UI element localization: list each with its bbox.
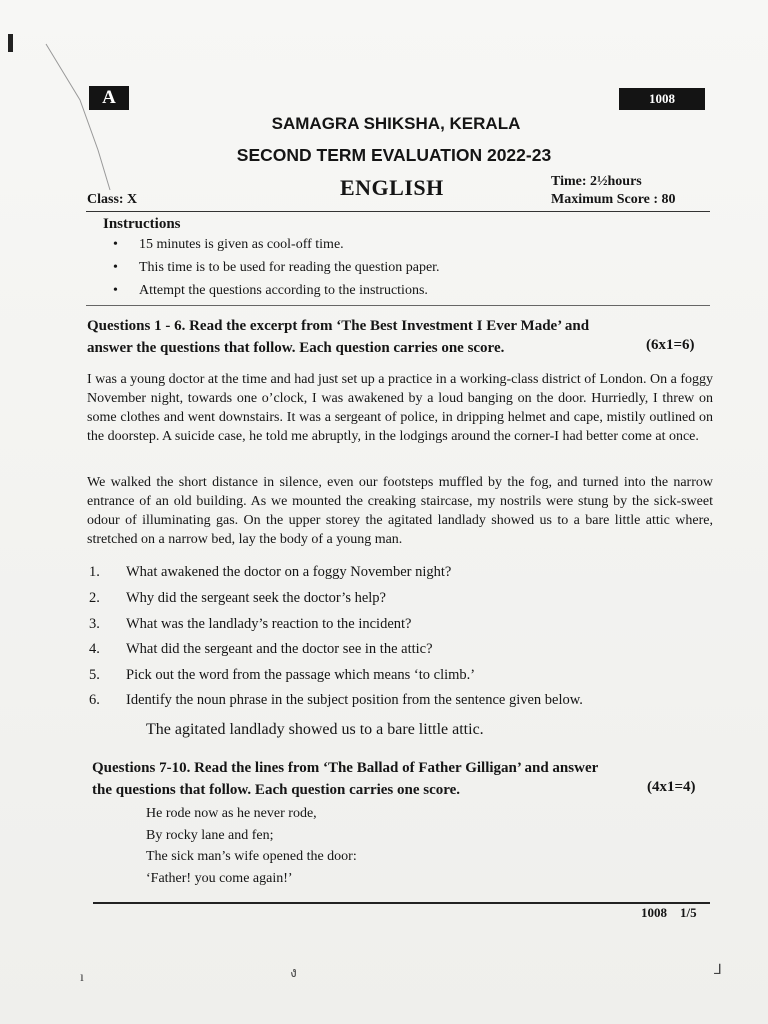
instruction-item: 15 minutes is given as cool-off time.: [139, 237, 344, 252]
question-text: Why did the sergeant seek the doctor’s help?: [126, 590, 386, 606]
exam-title: SECOND TERM EVALUATION 2022-23: [236, 145, 552, 165]
question-text: Pick out the word from the passage which means ‘to climb.’: [126, 667, 476, 683]
poem-line: ‘Father! you come again!’: [146, 871, 293, 886]
bullet-icon: •: [113, 237, 118, 252]
stray-mark: ง: [290, 966, 297, 981]
stray-mark: ı: [80, 970, 84, 985]
class-label: Class: X: [87, 192, 138, 207]
section1-heading-line2: answer the questions that follow. Each question carries one score.: [87, 340, 505, 356]
instruction-item: Attempt the questions according to the instructions.: [139, 283, 428, 298]
poem-line: By rocky lane and fen;: [146, 828, 274, 843]
question-number: 3.: [89, 616, 100, 632]
instructions-heading: Instructions: [103, 216, 181, 232]
section2-heading: [92, 757, 714, 801]
question-text: What was the landlady’s reaction to the incident?: [126, 616, 412, 632]
question-number: 6.: [89, 692, 100, 708]
question-number: 2.: [89, 590, 100, 606]
section2-heading-line2: the questions that follow. Each question carries one score.: [92, 782, 461, 798]
time-label: Time: 2½hours: [551, 174, 642, 189]
margin-mark: [8, 34, 13, 52]
question-text: What did the sergeant and the doctor see in the attic?: [126, 641, 433, 657]
poem-line: He rode now as he never rode,: [146, 806, 317, 821]
bullet-icon: •: [113, 260, 118, 275]
section1-heading-line1: Questions 1 - 6. Read the excerpt from ‘The Best Investment I Ever Made’ and: [87, 318, 590, 334]
organization-title: SAMAGRA SHIKSHA, KERALA: [271, 114, 521, 133]
subject-title: ENGLISH: [340, 175, 444, 200]
page-footer: 1008 1/5: [641, 905, 697, 920]
set-code-badge: A: [89, 86, 129, 110]
max-score-label: Maximum Score : 80: [551, 192, 676, 207]
poem-line: The sick man’s wife opened the door:: [146, 849, 357, 864]
section2-heading-line1: Questions 7-10. Read the lines from ‘The Ballad of Father Gilligan’ and answer: [92, 760, 599, 776]
question-number: 5.: [89, 667, 100, 683]
question-number: 1.: [89, 564, 100, 580]
section1-heading: [87, 315, 715, 359]
question-text: Identify the noun phrase in the subject position from the sentence given below.: [126, 692, 583, 708]
bullet-icon: •: [113, 283, 118, 298]
section1-score: (6x1=6): [646, 337, 695, 353]
excerpt-paragraph-1: I was a young doctor at the time and had just set up a practice in a working-class district of London. On a foggy November night, towards one o’clock, I was awakened by a loud banging on the door. Hurriedly, I threw on some clothes and went downstairs. It was a sergeant of police, in dripping helmet and cape, mistily outlined on the doorstep. A suicide case, he told me abruptly, in the lodgings around the corner-I had better come at once.: [87, 372, 713, 444]
question-number: 4.: [89, 641, 100, 657]
paper-code-badge: 1008: [619, 88, 705, 110]
footer-divider: [93, 902, 710, 904]
section2-score: (4x1=4): [647, 779, 696, 795]
instructions-divider: [86, 305, 710, 306]
given-sentence: The agitated landlady showed us to a bare little attic.: [146, 721, 484, 738]
header-divider: [86, 211, 710, 212]
excerpt-paragraph-2: We walked the short distance in silence, even our footsteps muffled by the fog, and turned into the narrow entrance of an old building. As we mounted the creaking staircase, my nostrils were stung by the sick-sweet odour of illuminating gas. On the upper storey the agitated landlady showed us to a bare little attic where, stretched on a narrow bed, lay the body of a young man.: [87, 475, 713, 547]
instruction-item: This time is to be used for reading the question paper.: [139, 260, 440, 275]
question-text: What awakened the doctor on a foggy November night?: [126, 564, 452, 580]
stray-mark: ⅃: [714, 963, 722, 978]
